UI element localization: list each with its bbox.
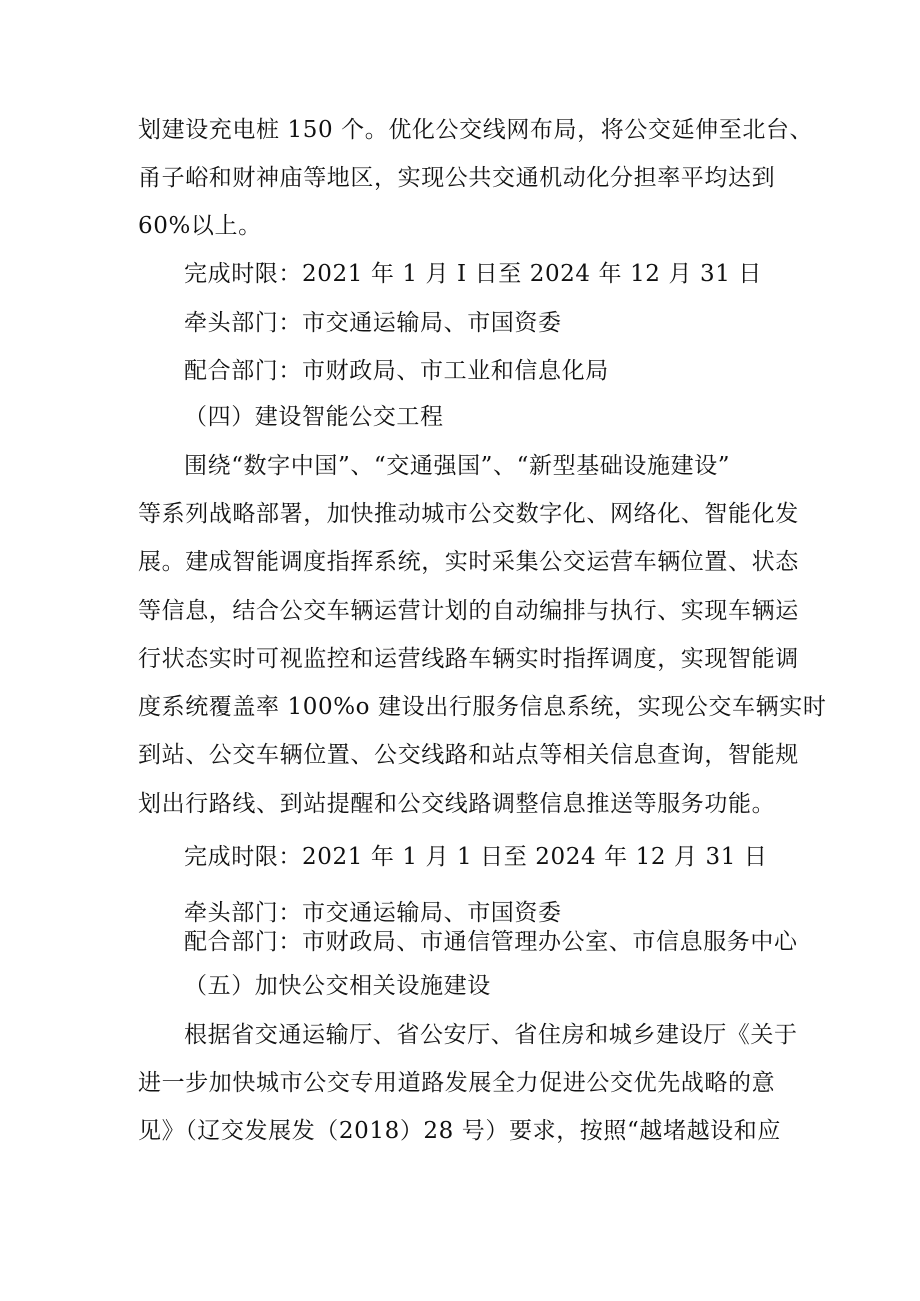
section-heading: （五）加快公交相关设施建设 [184,973,491,999]
deadline-line: 完成时限：2021 年 1 月 I 日至 2024 年 12 月 31 日 [184,261,762,287]
body-text-line: 划出行路线、到站提醒和公交线路调整信息推送等服务功能。 [138,791,776,817]
body-text-line: 行状态实时可视监控和运营线路车辆实时指挥调度，实现智能调 [138,646,799,672]
body-text-line: 展。建成智能调度指挥系统，实时采集公交运营车辆位置、状态 [138,549,799,575]
lead-department-line: 牵头部门：市交通运输局、市国资委 [184,900,562,926]
body-text-line: 进一步加快城市公交专用道路发展全力促进公交优先战略的意 [138,1070,776,1096]
lead-department-line: 牵头部门：市交通运输局、市国资委 [184,310,562,336]
body-text-line: 见》（辽交发展发（2018）28 号）要求，按照“越堵越设和应 [138,1118,781,1144]
cooperating-department-line: 配合部门：市财政局、市通信管理办公室、市信息服务中心 [184,929,798,955]
body-text-line: 度系统覆盖率 100%o 建设出行服务信息系统，实现公交车辆实时 [138,694,827,720]
body-text-line: 到站、公交车辆位置、公交线路和站点等相关信息查询，智能规 [138,742,799,768]
section-heading: （四）建设智能公交工程 [184,404,444,430]
body-text-line: 甬子峪和财神庙等地区，实现公共交通机动化分担率平均达到 [138,165,776,191]
body-text-line: 划建设充电桩 150 个。优化公交线网布局，将公交延伸至北台、 [138,117,814,143]
body-text-line: 围绕“数字中国”、“交通强国”、“新型基础设施建设” [184,453,731,479]
body-text-line: 等系列战略部署，加快推动城市公交数字化、网络化、智能化发 [138,501,799,527]
body-text-line: 等信息，结合公交车辆运营计划的自动编排与执行、实现车辆运 [138,598,799,624]
cooperating-department-line: 配合部门：市财政局、市工业和信息化局 [184,358,609,384]
body-text-line: 根据省交通运输厅、省公安厅、省住房和城乡建设厅《关于 [184,1022,798,1048]
body-text-line: 60%以上。 [138,213,262,239]
deadline-line: 完成时限：2021 年 1 月 1 日至 2024 年 12 月 31 日 [184,844,768,870]
